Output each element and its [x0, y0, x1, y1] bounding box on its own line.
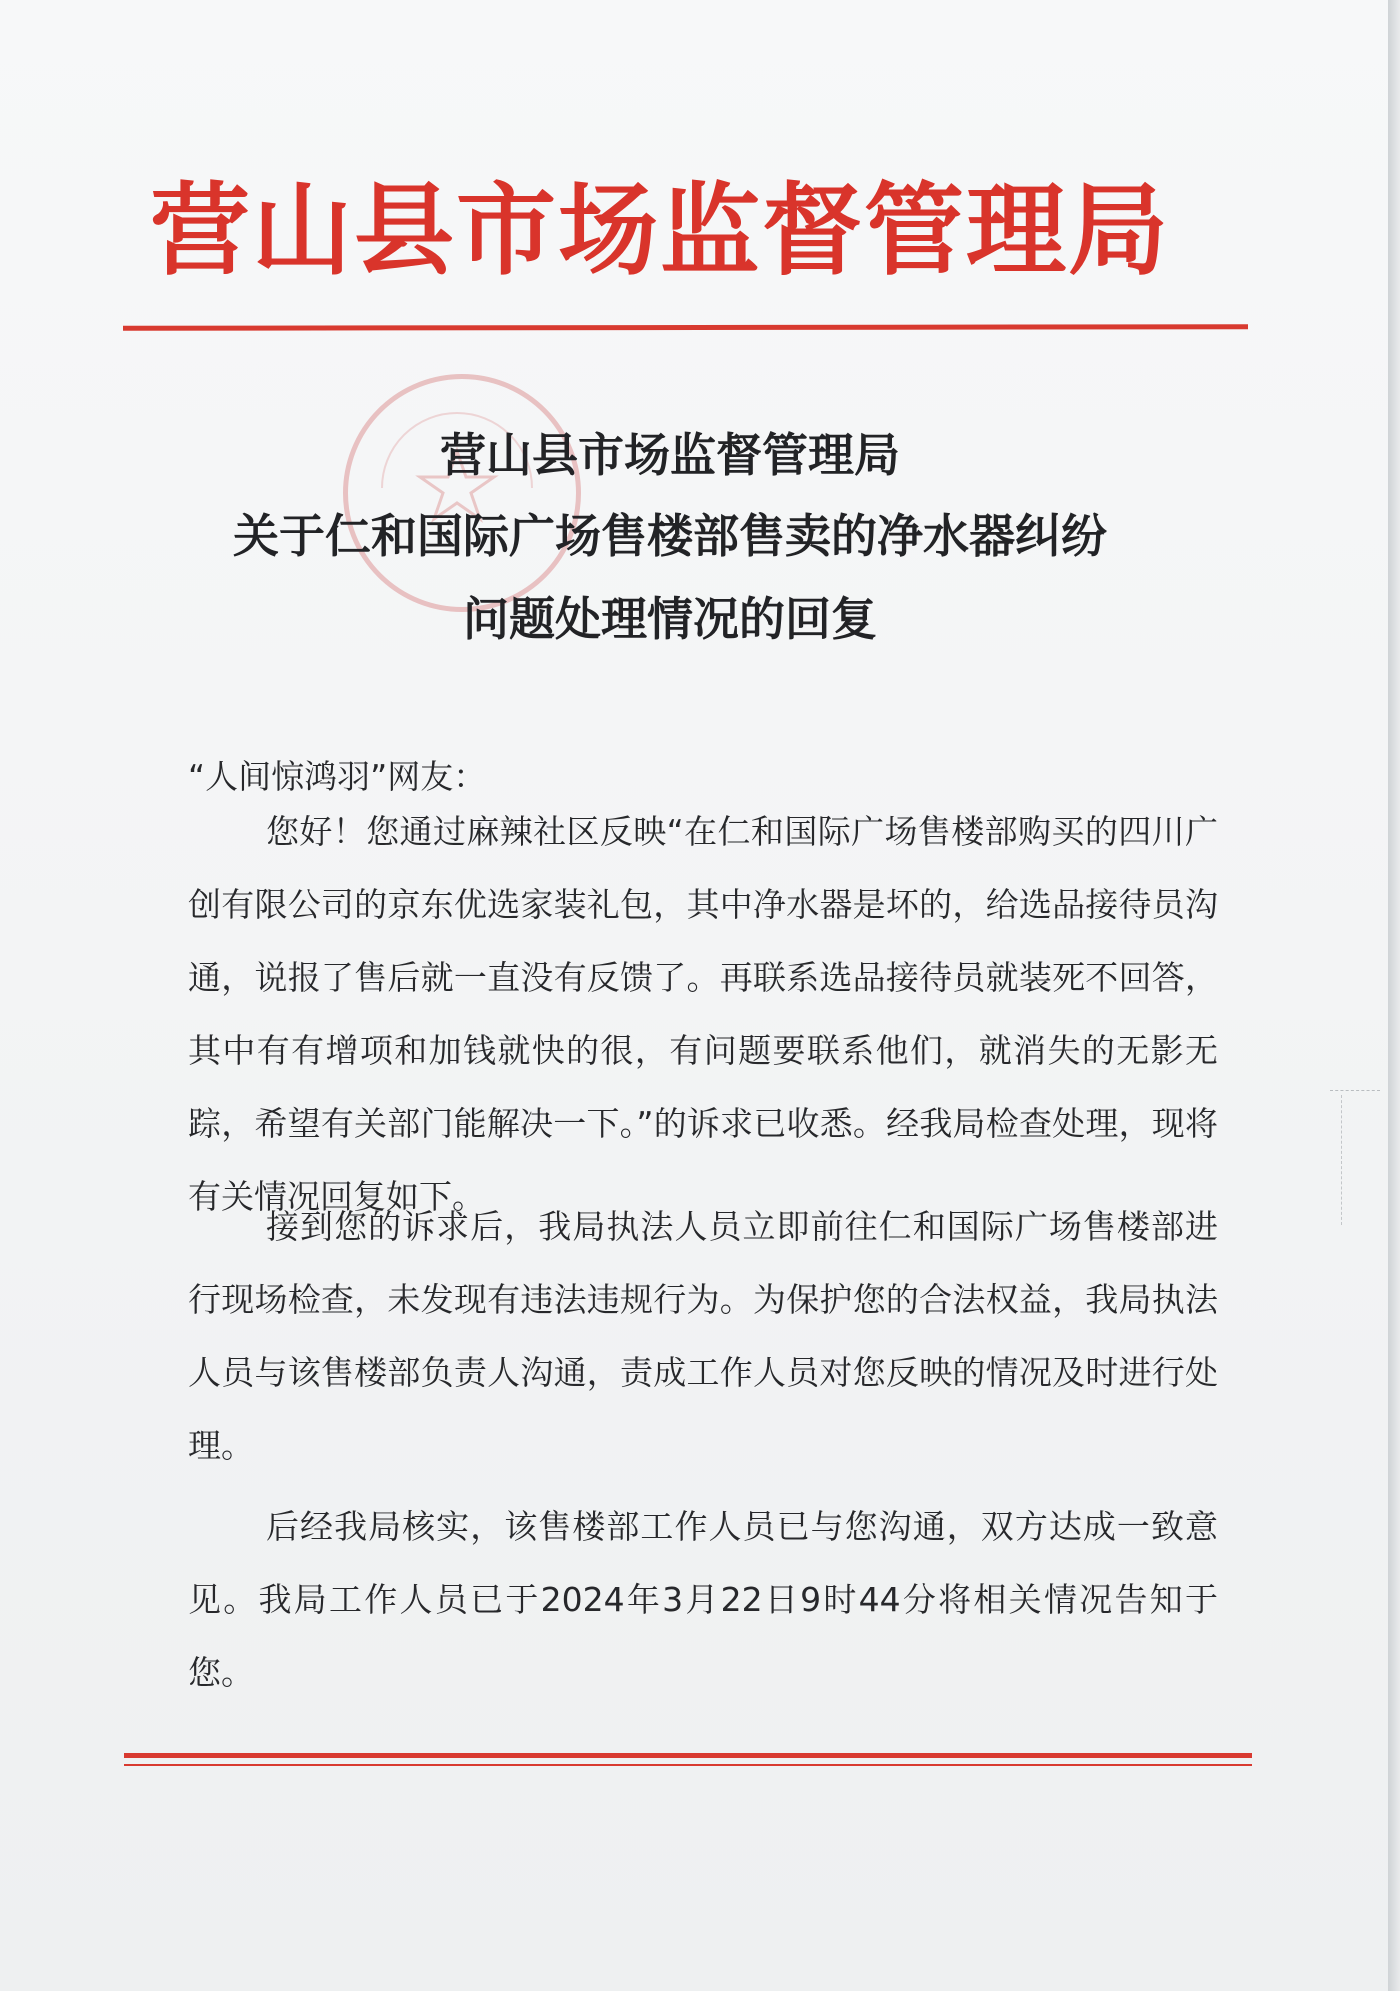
official-seal: [343, 374, 581, 612]
paragraph-2: 接到您的诉求后，我局执法人员立即前往仁和国际广场售楼部进行现场检查，未发现有违法违规行为。为保护您的合法权益，我局执法人员与该售楼部负责人沟通，责成工作人员对您反映的情况及时进行处理。: [188, 1207, 1218, 1465]
paragraph-3: 后经我局核实，该售楼部工作人员已与您沟通，双方达成一致意见。我局工作人员已于2024年3月22日9时44分将相关情况告知于您。: [188, 1507, 1218, 1692]
salutation: “人间惊鸿羽”网友：: [188, 757, 487, 796]
title-line-3: 问题处理情况的回复: [463, 592, 877, 646]
title-line-2: 关于仁和国际广场售楼部售卖的净水器纠纷: [233, 509, 1107, 563]
title-line-1: 营山县市场监督管理局: [440, 428, 900, 482]
footer-rule-thick: [124, 1753, 1252, 1758]
paper-edge: [1388, 0, 1400, 1991]
fold-mark-vertical: [1341, 1095, 1342, 1225]
fold-mark: [1330, 1090, 1380, 1091]
masthead: 营山县市场监督管理局: [150, 171, 1170, 289]
footer-rule-thin: [124, 1764, 1252, 1766]
paragraph-1: 您好！您通过麻辣社区反映“在仁和国际广场售楼部购买的四川广创有限公司的京东优选家装礼包，其中净水器是坏的，给选品接待员沟通，说报了售后就一直没有反馈了。再联系选品接待员就装死不回答，其中有有增项和加钱就快的很，有问题要联系他们，就消失的无影无踪，希望有关部门能解决一下。”的诉求已收悉。经我局检查处理，现将有关情况回复如下。: [188, 812, 1218, 1216]
